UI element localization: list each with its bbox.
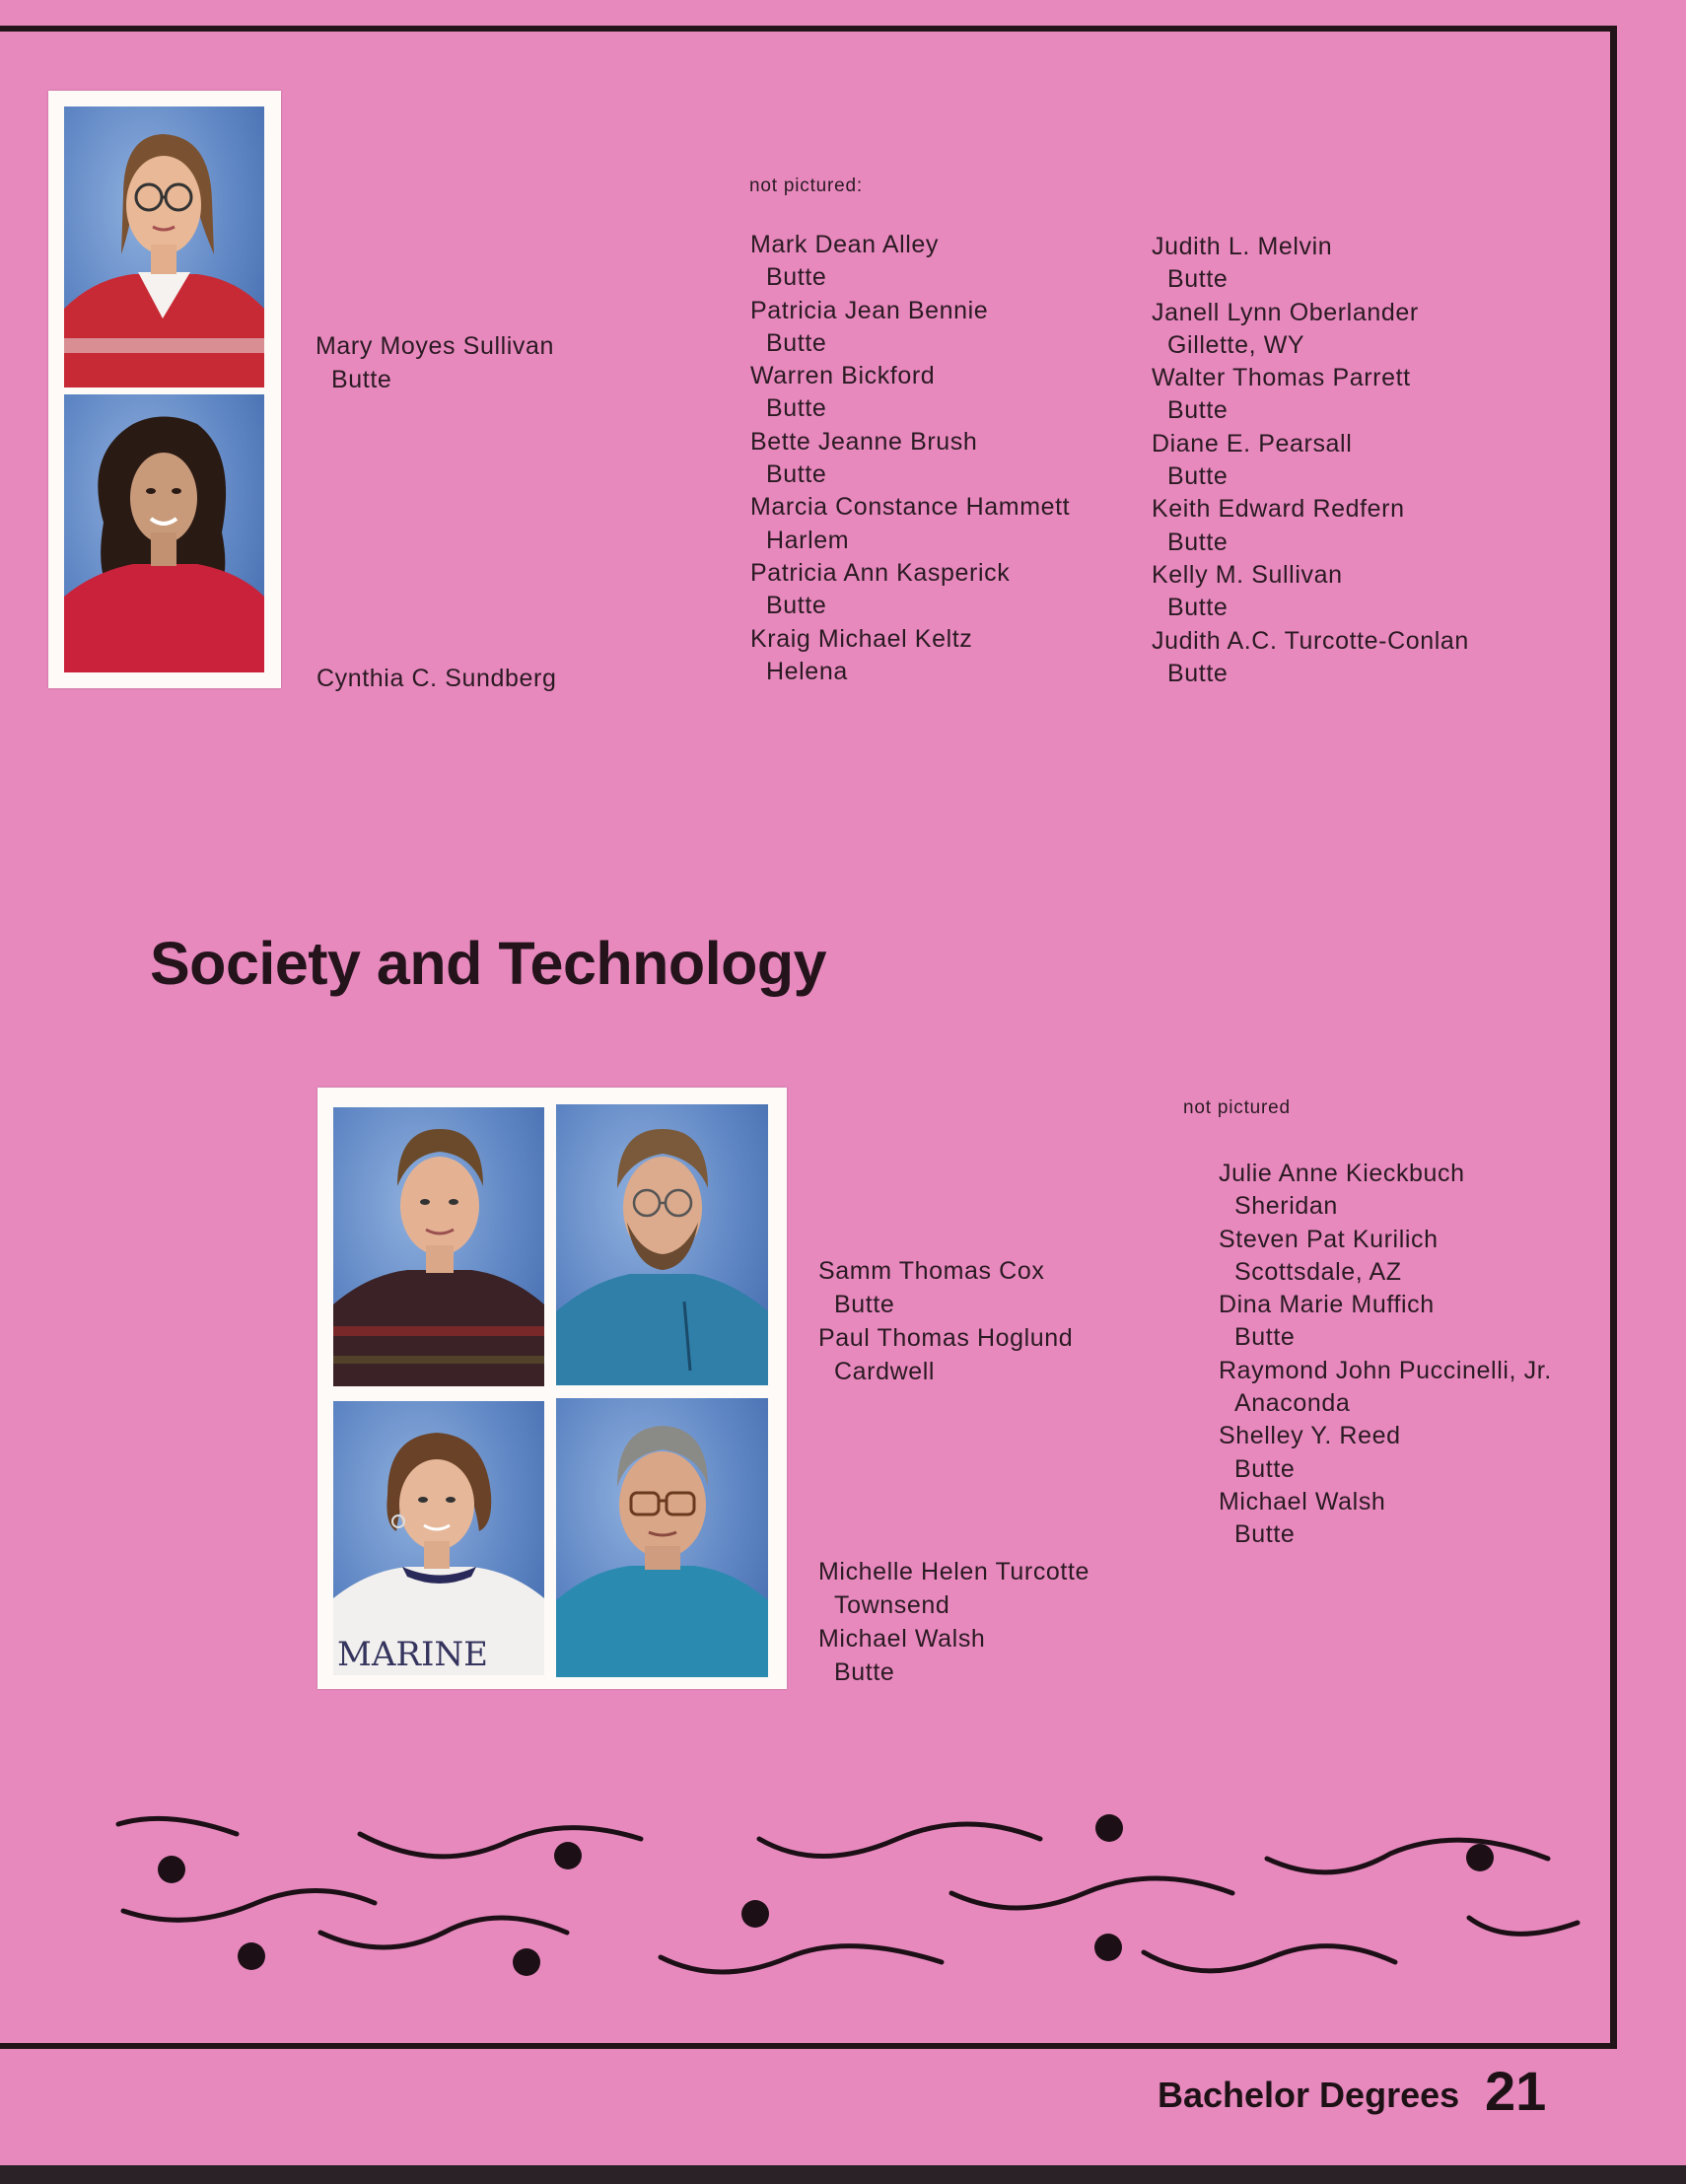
- footer-section-label: Bachelor Degrees: [1158, 2075, 1460, 2115]
- list-item-location: Helena: [766, 657, 848, 685]
- list-item: [1219, 1486, 1552, 1552]
- list-item-location: Butte: [766, 592, 827, 620]
- list-item-location: Scottsdale, AZ: [1234, 1257, 1402, 1286]
- caption-michelle-turcotte: [818, 1555, 1089, 1689]
- list-item-location: Butte: [766, 460, 827, 489]
- list-item-name: Patricia Ann Kasperick: [750, 558, 1011, 587]
- list-item-name: Walter Thomas Parrett: [1152, 364, 1411, 392]
- list-item-name: Raymond John Puccinelli, Jr.: [1219, 1356, 1552, 1384]
- list-item-name: Julie Anne Kieckbuch: [1219, 1160, 1465, 1187]
- caption-name: Mary Moyes Sullivan: [316, 332, 555, 360]
- scan-edge: [0, 2165, 1686, 2184]
- list-item-location: Butte: [766, 394, 827, 423]
- list-item-location: Gillette, WY: [1167, 330, 1305, 359]
- list-item: [1152, 362, 1469, 428]
- portrait-paul-hoglund: [556, 1104, 768, 1385]
- portrait-paul-hoglund-illustration: [556, 1104, 768, 1385]
- list-item-name: Judith A.C. Turcotte-Conlan: [1152, 626, 1469, 655]
- list-item: [750, 491, 1070, 557]
- list-item-location: Butte: [1234, 1520, 1296, 1549]
- list-item: [750, 229, 1070, 295]
- list-item: [1152, 428, 1469, 494]
- list-item: [1152, 625, 1469, 691]
- wave-dot-ornament: [108, 1795, 1587, 1992]
- list-item-name: Dina Marie Muffich: [1219, 1291, 1435, 1319]
- list-item-name: Marcia Constance Hammett: [750, 493, 1071, 522]
- list-item-name: Kelly M. Sullivan: [1152, 560, 1343, 589]
- list-item-name: Judith L. Melvin: [1152, 233, 1333, 260]
- list-item: [750, 623, 1070, 689]
- portrait-michelle-turcotte-illustration: [333, 1401, 544, 1675]
- list-item-location: Anaconda: [1234, 1389, 1351, 1418]
- list-item-location: Butte: [1167, 528, 1229, 556]
- list-item-location: Butte: [1167, 265, 1229, 294]
- caption-location: Butte: [331, 366, 392, 393]
- list-item-name: Keith Edward Redfern: [1152, 495, 1405, 524]
- list-item: [1219, 1158, 1552, 1224]
- portrait-cynthia-sundberg: [64, 394, 264, 672]
- list-item: [750, 360, 1070, 426]
- list-item-location: Butte: [766, 263, 827, 292]
- list-item-name: Bette Jeanne Brush: [750, 427, 978, 456]
- caption-cynthia-sundberg: [316, 662, 556, 695]
- list-item-name: Patricia Jean Bennie: [750, 296, 989, 324]
- shirt-text: MARINE: [337, 1635, 488, 1674]
- list-item: [1219, 1224, 1552, 1290]
- list-item-name: Steven Pat Kurilich: [1219, 1225, 1439, 1253]
- caption-name: Cynthia C. Sundberg: [316, 665, 557, 692]
- portrait-cynthia-sundberg-illustration: [64, 394, 264, 672]
- list-item: [1219, 1289, 1552, 1355]
- not-pictured-label-section: not pictured: [1183, 1097, 1291, 1118]
- list-item-location: Butte: [1167, 594, 1229, 622]
- list-item: [1219, 1420, 1552, 1486]
- page-number: 21: [1485, 2060, 1547, 2122]
- top-photo-card: [48, 91, 281, 688]
- portrait-michael-walsh: [556, 1398, 768, 1677]
- list-item: [1152, 493, 1469, 559]
- list-item: [1152, 231, 1469, 297]
- section-title: Society and Technology: [150, 930, 827, 997]
- list-item: [1152, 559, 1469, 625]
- list-item-name: Michael Walsh: [1219, 1487, 1386, 1515]
- list-item-name: Warren Bickford: [750, 362, 936, 390]
- list-item-location: Harlem: [766, 526, 850, 554]
- section-photo-card: [317, 1088, 787, 1689]
- portrait-mary-sullivan: [64, 106, 264, 387]
- list-item: [1152, 297, 1469, 363]
- caption-name: Paul Thomas Hoglund: [818, 1324, 1074, 1352]
- caption-samm-cox: [818, 1254, 1073, 1388]
- list-item-name: Mark Dean Alley: [750, 231, 940, 258]
- list-item-name: Shelley Y. Reed: [1219, 1422, 1401, 1450]
- list-item: [1219, 1355, 1552, 1421]
- not-pictured-list-col2: [1152, 231, 1469, 690]
- list-item-location: Butte: [1167, 396, 1229, 425]
- list-item: [750, 557, 1070, 623]
- not-pictured-list-col1: [750, 229, 1070, 688]
- list-item-location: Butte: [1234, 1323, 1296, 1352]
- list-item-location: Sheridan: [1234, 1192, 1338, 1221]
- not-pictured-list-section: [1219, 1158, 1552, 1552]
- caption-name: Michael Walsh: [818, 1625, 986, 1653]
- list-item: [750, 295, 1070, 361]
- list-item-name: Janell Lynn Oberlander: [1152, 298, 1419, 326]
- caption-location: Townsend: [834, 1591, 950, 1619]
- caption-location: Butte: [834, 1658, 895, 1686]
- caption-location: Cardwell: [834, 1358, 936, 1385]
- caption-mary-sullivan: [316, 329, 554, 396]
- list-item-name: Kraig Michael Keltz: [750, 624, 973, 653]
- list-item-location: Butte: [1234, 1454, 1296, 1483]
- list-item-name: Diane E. Pearsall: [1152, 429, 1353, 458]
- caption-name: Samm Thomas Cox: [818, 1257, 1045, 1285]
- not-pictured-label-top: not pictured:: [749, 176, 863, 196]
- caption-name: Michelle Helen Turcotte: [818, 1558, 1090, 1585]
- portrait-mary-sullivan-illustration: [64, 106, 264, 387]
- caption-location: Butte: [834, 1291, 895, 1318]
- portrait-samm-cox-illustration: [333, 1107, 544, 1386]
- list-item-location: Butte: [1167, 462, 1229, 491]
- portrait-samm-cox: [333, 1107, 544, 1386]
- list-item-location: Butte: [1167, 659, 1229, 687]
- portrait-michelle-turcotte: [333, 1401, 544, 1675]
- list-item: [750, 426, 1070, 492]
- portrait-michael-walsh-illustration: [556, 1398, 768, 1677]
- list-item-location: Butte: [766, 328, 827, 357]
